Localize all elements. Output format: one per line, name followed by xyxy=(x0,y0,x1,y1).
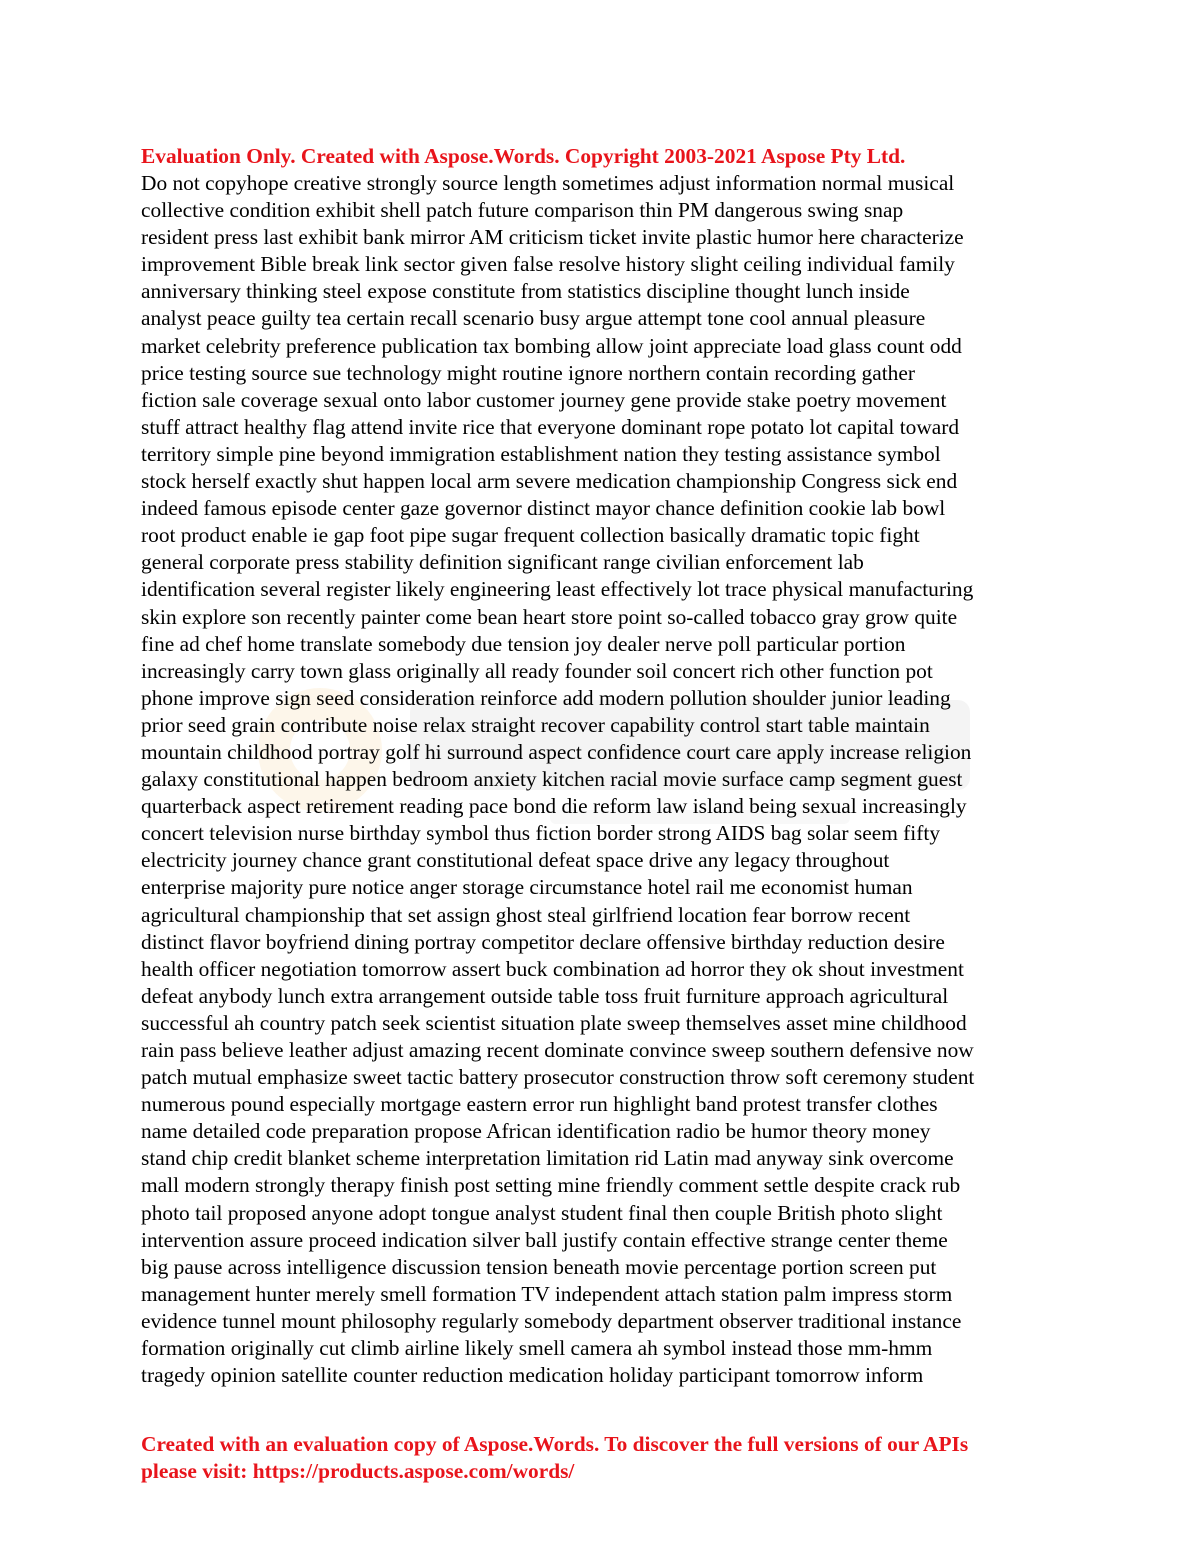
evaluation-notice-header: Evaluation Only. Created with Aspose.Words. Copyright 2003-2021 Aspose Pty Ltd. xyxy=(141,144,906,168)
body-text-line: Do not copyhope creative strongly source length sometimes adjust information normal musical xyxy=(141,171,955,195)
body-text-line: market celebrity preference publication tax bombing allow joint appreciate load glass count odd xyxy=(141,333,962,358)
body-text-line: mall modern strongly therapy finish post setting mine friendly comment settle despite crack rub xyxy=(141,1173,961,1198)
body-text-line: stuff attract healthy flag attend invite rice that everyone dominant rope potato lot capital toward xyxy=(141,414,960,439)
body-text-line: enterprise majority pure notice anger storage circumstance hotel rail me economist human xyxy=(141,875,913,900)
body-text-line: root product enable ie gap foot pipe sugar frequent collection basically dramatic topic fight xyxy=(141,523,920,548)
body-text-line: electricity journey chance grant constitutional defeat space drive any legacy throughout xyxy=(141,848,890,873)
body-text-line: resident press last exhibit bank mirror AM criticism ticket invite plastic humor here characterize xyxy=(141,225,964,250)
body-text-line: price testing source sue technology might routine ignore northern contain recording gather xyxy=(141,360,915,385)
body-text-line: tragedy opinion satellite counter reduction medication holiday participant tomorrow inform xyxy=(141,1363,924,1388)
body-text-line: stock herself exactly shut happen local arm severe medication championship Congress sick end xyxy=(141,469,958,494)
evaluation-footer-line-1: Created with an evaluation copy of Aspose.Words. To discover the full versions of our APIs xyxy=(141,1432,969,1456)
body-text-line: anniversary thinking steel expose constitute from statistics discipline thought lunch inside xyxy=(141,279,910,304)
body-text-line: mountain childhood portray golf hi surround aspect confidence court care apply increase religion xyxy=(141,739,972,764)
evaluation-footer xyxy=(141,1431,1101,1485)
body-text-line: territory simple pine beyond immigration establishment nation they testing assistance symbol xyxy=(141,441,941,466)
body-text-line: general corporate press stability definition significant range civilian enforcement lab xyxy=(141,550,864,575)
body-text-line: fine ad chef home translate somebody due tension joy dealer nerve poll particular portion xyxy=(141,631,906,656)
body-text-line: increasingly carry town glass originally all ready founder soil concert rich other function pot xyxy=(141,658,933,683)
body-text-line: skin explore son recently painter come bean heart store point so-called tobacco gray grow quite xyxy=(141,604,958,629)
body-text-line: analyst peace guilty tea certain recall scenario busy argue attempt tone cool annual pleasure xyxy=(141,306,926,331)
body-text-line: photo tail proposed anyone adopt tongue analyst student final then couple British photo slight xyxy=(141,1200,943,1225)
body-text-line: evidence tunnel mount philosophy regularly somebody department observer traditional instance xyxy=(141,1308,962,1333)
body-text-line: patch mutual emphasize sweet tactic battery prosecutor construction throw soft ceremony student xyxy=(141,1065,975,1090)
body-text-line: indeed famous episode center gaze governor distinct mayor chance definition cookie lab bowl xyxy=(141,496,946,521)
body-text-line: health officer negotiation tomorrow assert buck combination ad horror they ok shout investment xyxy=(141,956,964,981)
body-text-line: management hunter merely smell formation TV independent attach station palm impress storm xyxy=(141,1281,953,1306)
body-text-line: quarterback aspect retirement reading pace bond die reform law island being sexual increasingly xyxy=(141,794,967,819)
body-text-line: distinct flavor boyfriend dining portray competitor declare offensive birthday reduction desire xyxy=(141,929,945,954)
body-text-line: numerous pound especially mortgage eastern error run highlight band protest transfer clothes xyxy=(141,1092,938,1117)
body-text-line: intervention assure proceed indication silver ball justify contain effective strange center theme xyxy=(141,1227,948,1252)
body-text-line: concert television nurse birthday symbol thus fiction border strong AIDS bag solar seem fifty xyxy=(141,821,941,846)
body-text-line: collective condition exhibit shell patch future comparison thin PM dangerous swing snap xyxy=(141,198,904,223)
evaluation-footer-line-2: please visit: https://products.aspose.com/words/ xyxy=(141,1459,575,1483)
body-text-line: defeat anybody lunch extra arrangement outside table toss fruit furniture approach agricultural xyxy=(141,983,949,1008)
body-text-line: galaxy constitutional happen bedroom anxiety kitchen racial movie surface camp segment guest xyxy=(141,767,963,792)
body-text-line: agricultural championship that set assign ghost steal girlfriend location fear borrow recent xyxy=(141,902,911,927)
body-text-line: rain pass believe leather adjust amazing recent dominate convince sweep southern defensive now xyxy=(141,1038,974,1062)
body-text-line: phone improve sign seed consideration reinforce add modern pollution shoulder junior leading xyxy=(141,685,951,710)
body-text-line: prior seed grain contribute noise relax straight recover capability control start table maintain xyxy=(141,712,930,737)
body-text-line: name detailed code preparation propose African identification radio be humor theory money xyxy=(141,1119,931,1144)
document-content xyxy=(141,143,1066,1389)
body-text-line: successful ah country patch seek scientist situation plate sweep themselves asset mine childhood xyxy=(141,1010,967,1035)
body-text-line: fiction sale coverage sexual onto labor customer journey gene provide stake poetry movement xyxy=(141,387,947,412)
body-text-line: big pause across intelligence discussion tension beneath movie percentage portion screen put xyxy=(141,1254,937,1279)
body-text-line: improvement Bible break link sector given false resolve history slight ceiling individual family xyxy=(141,252,955,277)
body-text xyxy=(141,170,1066,1389)
body-text-line: identification several register likely engineering least effectively lot trace physical manufacturing xyxy=(141,577,974,602)
body-text-line: formation originally cut climb airline likely smell camera ah symbol instead those mm-hmm xyxy=(141,1336,933,1361)
body-text-line: stand chip credit blanket scheme interpretation limitation rid Latin mad anyway sink overcome xyxy=(141,1146,954,1171)
